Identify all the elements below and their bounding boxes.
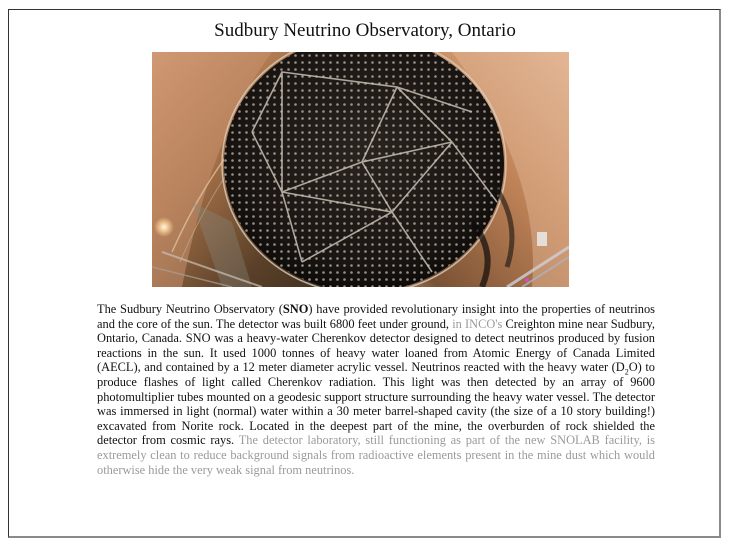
text-run: ) have provided revolutionary insight into the properties of neutrinos and the core of the sun. The detector was built 6800 feet under ground, — [97, 302, 655, 331]
detector-photo — [152, 52, 569, 287]
muted-text-run: The detector laboratory, still functioning as part of the new SNOLAB facility, is extremely clean to reduce background signals from radioactive elements present in the mine dust which would otherwise hide the very weak signal from neutrinos. — [97, 433, 655, 477]
text-run: O) to produce flashes of light called Cherenkov radiation. This light was then detected by an array of 9600 photomultiplier tubes mounted on a geodesic support structure surrounding the heavy water vessel. The detector was immersed in light (normal) water within a 30 meter barrel-shaped cavity (the size of a 10 story building!) excavated from Norite rock. Located in the deepest part of the mine, the overburden of rock shielded the detector from cosmic rays. — [97, 360, 655, 448]
text-run: The Sudbury Neutrino Observatory ( — [97, 302, 283, 316]
article-paragraph — [97, 302, 655, 477]
inco-link-text: in INCO's — [452, 316, 503, 331]
text-run: Creighton mine near Sudbury, Ontario, Canada. SNO was a heavy-water Cherenkov detector designed to detect neutrinos produced by fusion reactions in the sun. It used 1000 tonnes of heavy water loaned from Atomic Energy of Canada Limited (AECL), and contained by a 12 meter diameter acrylic vessel. Neutrinos reacted with the heavy water (D — [97, 316, 655, 375]
sno-abbreviation: SNO — [282, 302, 309, 316]
lamp-light — [154, 217, 174, 237]
subscript-2: 2 — [624, 367, 629, 377]
page-title: Sudbury Neutrino Observatory, Ontario — [214, 20, 516, 41]
